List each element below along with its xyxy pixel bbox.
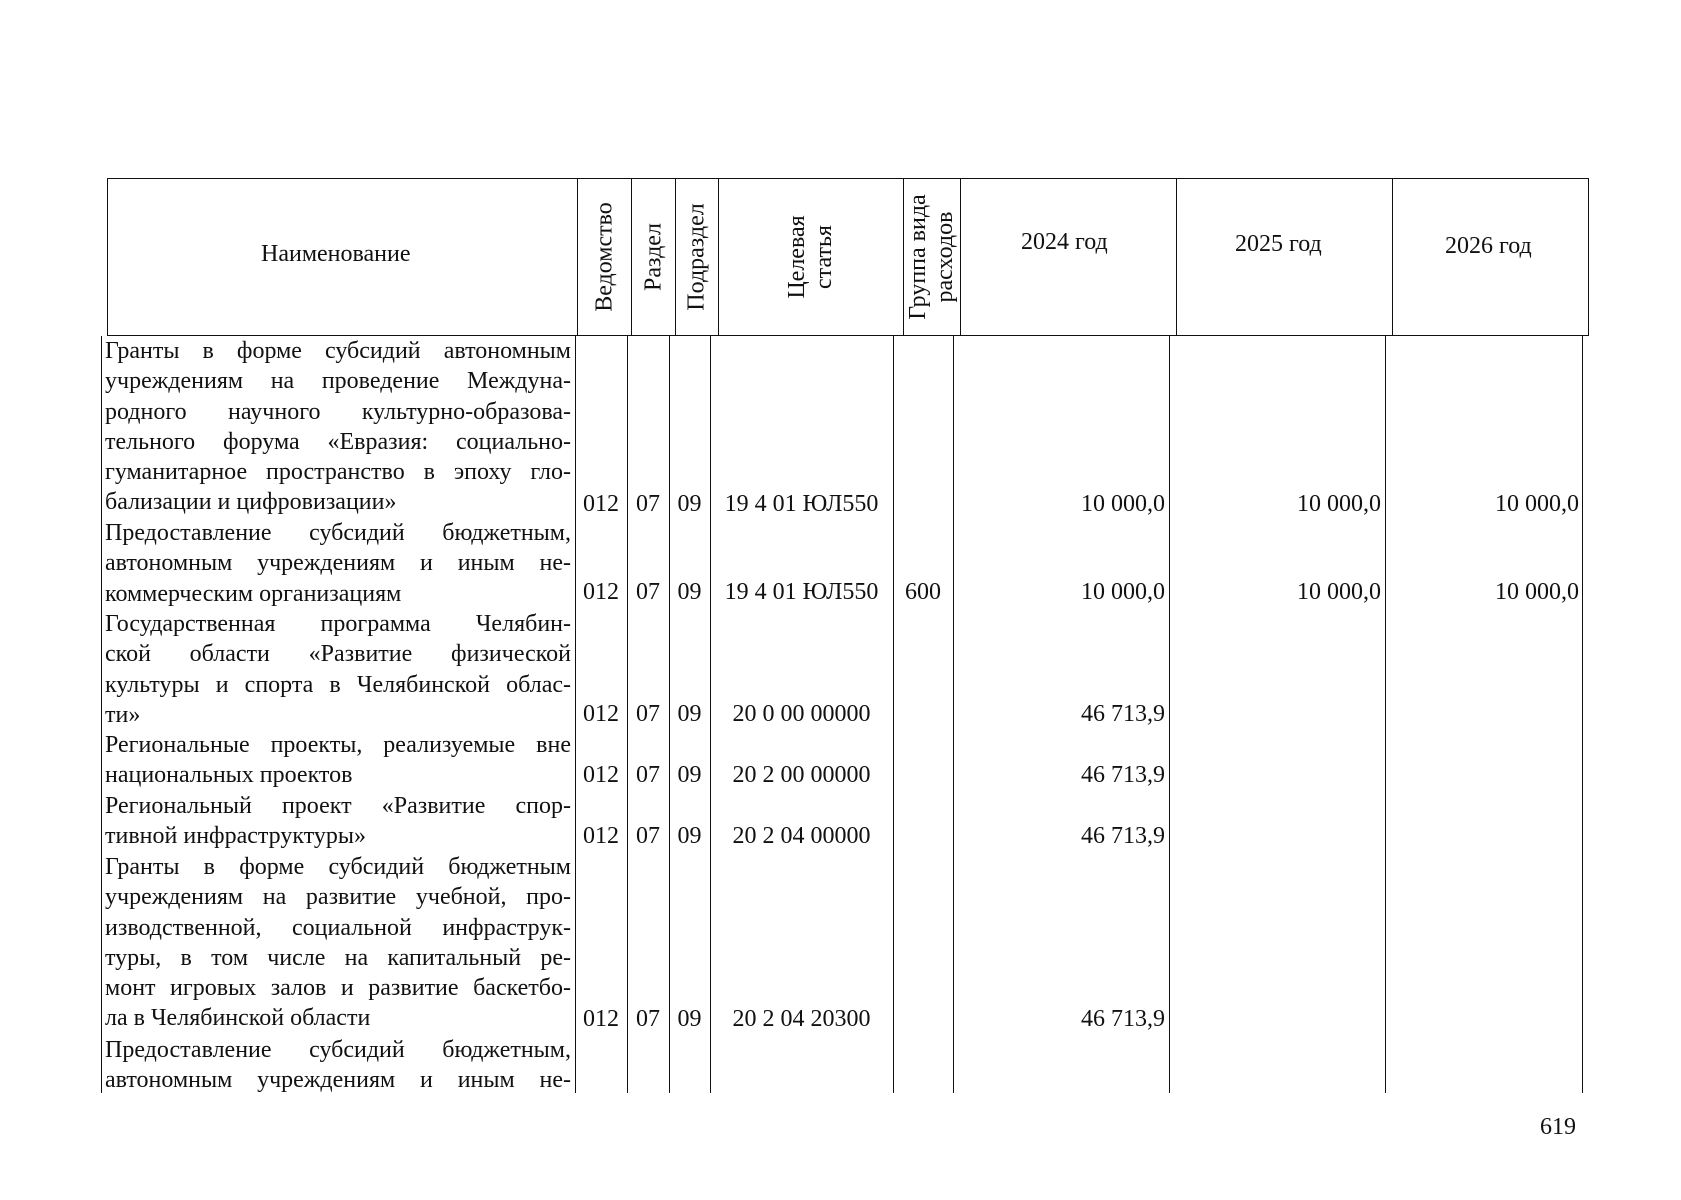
name-line: Гранты в форме субсидий бюджетным bbox=[105, 854, 571, 880]
table-header bbox=[107, 178, 1589, 336]
cell-podrazdel: 09 bbox=[677, 823, 702, 849]
header-gruppa-line2: расходов bbox=[932, 211, 958, 303]
cell-gruppa: 600 bbox=[905, 579, 941, 605]
cell-podrazdel: 09 bbox=[677, 701, 702, 727]
header-podrazdel: Подраздел bbox=[683, 203, 710, 311]
page-number: 619 bbox=[1540, 1114, 1576, 1140]
name-line: туры, в том числе на капитальный ре- bbox=[105, 944, 571, 971]
name-line: учреждениям на проведение Междуна- bbox=[105, 368, 571, 395]
cell-vedomstvo: 012 bbox=[583, 491, 619, 517]
cell-podrazdel: 09 bbox=[677, 1006, 702, 1032]
cell-2024: 46 713,9 bbox=[1081, 701, 1165, 727]
header-vedomstvo: Ведомство bbox=[591, 202, 617, 312]
header-2024: 2024 год bbox=[1021, 229, 1108, 255]
cell-podrazdel: 09 bbox=[677, 579, 702, 605]
header-razdel: Раздел bbox=[640, 223, 666, 291]
name-line: Предоставление субсидий бюджетным, bbox=[105, 520, 571, 546]
name-line: ла в Челябинской области bbox=[105, 1005, 371, 1032]
name-line: тельного форума «Евразия: социально- bbox=[105, 428, 571, 455]
header-vedomstvo-cell bbox=[577, 179, 631, 335]
row-name bbox=[105, 518, 571, 609]
name-line: Региональный проект «Развитие спор- bbox=[105, 793, 571, 819]
table-row bbox=[101, 791, 1589, 853]
cell-tselevaya: 19 4 01 ЮЛ550 bbox=[724, 579, 879, 605]
table-row bbox=[101, 1035, 1589, 1093]
header-name-cell bbox=[108, 179, 577, 335]
cell-podrazdel: 09 bbox=[677, 491, 702, 517]
cell-vedomstvo: 012 bbox=[583, 1006, 619, 1032]
row-name bbox=[105, 730, 571, 791]
header-2024-cell bbox=[960, 179, 1176, 335]
table-row bbox=[101, 336, 1589, 522]
name-line: коммерческим организациям bbox=[105, 580, 402, 607]
cell-vedomstvo: 012 bbox=[583, 701, 619, 727]
header-gruppa-cell bbox=[903, 179, 960, 335]
cell-razdel: 07 bbox=[636, 491, 660, 517]
cell-razdel: 07 bbox=[636, 823, 660, 849]
cell-podrazdel: 09 bbox=[677, 762, 702, 788]
cell-2025: 10 000,0 bbox=[1297, 491, 1381, 517]
name-line: родного научного культурно-образова- bbox=[105, 398, 571, 425]
cell-razdel: 07 bbox=[636, 1006, 660, 1032]
table-row bbox=[101, 852, 1589, 1036]
name-line: изводственной, социальной инфраструк- bbox=[105, 914, 571, 941]
cell-2024: 46 713,9 bbox=[1081, 823, 1165, 849]
name-line: монт игровых залов и развитие баскетбо- bbox=[105, 975, 571, 1002]
name-line: ской области «Развитие физической bbox=[105, 641, 571, 668]
name-line: национальных проектов bbox=[105, 762, 353, 789]
cell-2024: 46 713,9 bbox=[1081, 762, 1165, 788]
cell-vedomstvo: 012 bbox=[583, 823, 619, 849]
row-name bbox=[105, 852, 571, 1034]
name-line: автономным учреждениям и иным не- bbox=[105, 1067, 571, 1094]
cell-tselevaya: 20 0 00 00000 bbox=[732, 701, 871, 727]
cell-2026: 10 000,0 bbox=[1495, 579, 1579, 605]
table-row bbox=[101, 730, 1589, 792]
cell-tselevaya: 20 2 00 00000 bbox=[732, 762, 871, 788]
header-razdel-cell bbox=[631, 179, 675, 335]
cell-razdel: 07 bbox=[636, 579, 660, 605]
header-tselevaya-cell bbox=[718, 179, 903, 335]
table-row bbox=[101, 518, 1589, 610]
name-line: автономным учреждениям и иным не- bbox=[105, 550, 571, 577]
header-2026: 2026 год bbox=[1445, 233, 1532, 259]
cell-tselevaya: 19 4 01 ЮЛ550 bbox=[724, 491, 879, 517]
table-body bbox=[101, 336, 1589, 1093]
name-line: Региональные проекты, реализуемые вне bbox=[105, 732, 571, 758]
cell-2025: 10 000,0 bbox=[1297, 579, 1381, 605]
cell-2024: 46 713,9 bbox=[1081, 1006, 1165, 1032]
name-line: Гранты в форме субсидий автономным bbox=[105, 338, 571, 364]
header-2025-cell bbox=[1176, 179, 1392, 335]
row-name bbox=[105, 609, 571, 730]
cell-vedomstvo: 012 bbox=[583, 579, 619, 605]
name-line: гуманитарное пространство в эпоху гло- bbox=[105, 459, 571, 486]
header-2026-cell bbox=[1392, 179, 1590, 335]
name-line: учреждениям на развитие учебной, про- bbox=[105, 884, 571, 911]
header-2025: 2025 год bbox=[1235, 231, 1322, 257]
header-tselevaya-line2: статья bbox=[811, 225, 837, 289]
cell-razdel: 07 bbox=[636, 762, 660, 788]
cell-vedomstvo: 012 bbox=[583, 762, 619, 788]
header-podrazdel-cell bbox=[675, 179, 718, 335]
header-tselevaya bbox=[784, 215, 838, 298]
cell-2026: 10 000,0 bbox=[1495, 491, 1579, 517]
cell-razdel: 07 bbox=[636, 701, 660, 727]
row-name bbox=[105, 1035, 571, 1096]
name-line: ти» bbox=[105, 701, 141, 728]
cell-2024: 10 000,0 bbox=[1081, 579, 1165, 605]
cell-tselevaya: 20 2 04 20300 bbox=[732, 1006, 871, 1032]
name-line: бализации и цифровизации» bbox=[105, 489, 397, 516]
header-name: Наименование bbox=[261, 241, 411, 267]
header-gruppa bbox=[905, 194, 959, 319]
cell-tselevaya: 20 2 04 00000 bbox=[732, 823, 871, 849]
cell-2024: 10 000,0 bbox=[1081, 491, 1165, 517]
name-line: Предоставление субсидий бюджетным, bbox=[105, 1037, 571, 1063]
header-gruppa-line1: Группа вида bbox=[905, 194, 931, 320]
row-name bbox=[105, 336, 571, 518]
name-line: тивной инфраструктуры» bbox=[105, 823, 366, 850]
name-line: Государственная программа Челябин- bbox=[105, 611, 571, 637]
table-row bbox=[101, 609, 1589, 731]
header-tselevaya-line1: Целевая bbox=[784, 215, 810, 299]
row-name bbox=[105, 791, 571, 852]
name-line: культуры и спорта в Челябинской облас- bbox=[105, 671, 571, 698]
